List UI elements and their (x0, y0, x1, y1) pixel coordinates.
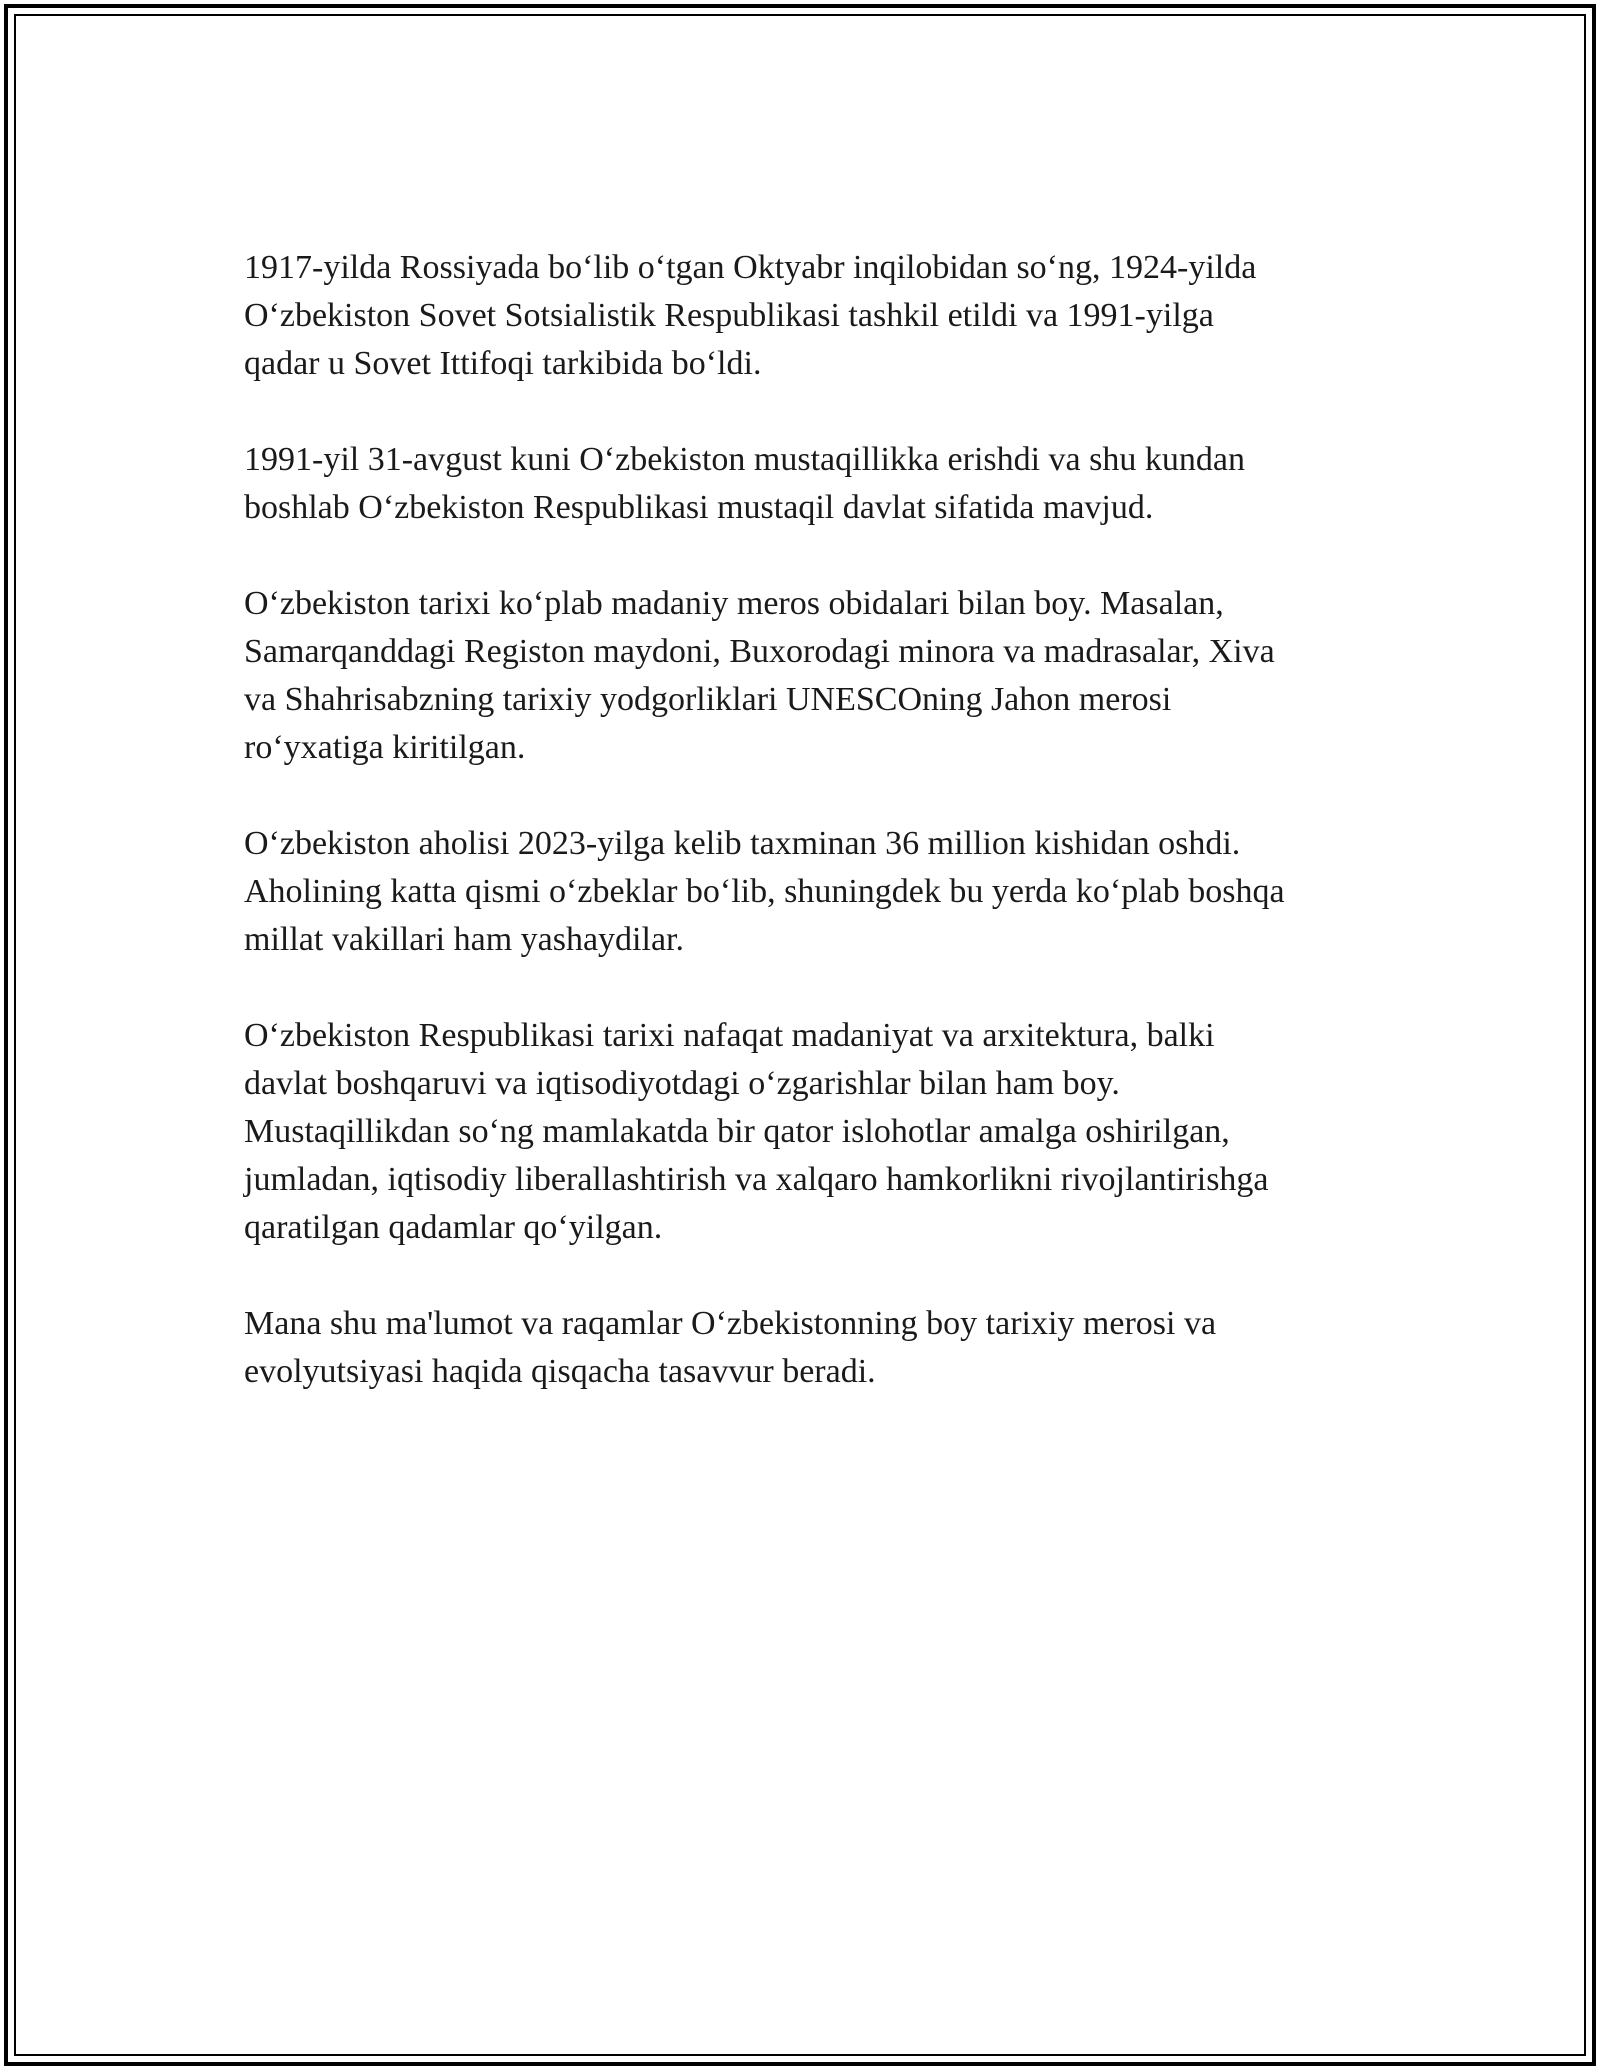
text-line: Samarqanddagi Registon maydoni, Buxorodagi minora va madrasalar, Xiva (244, 633, 1275, 670)
paragraph-heritage (244, 580, 1374, 772)
text-line: jumladan, iqtisodiy liberallashtirish va xalqaro hamkorlikni rivojlantirishga (244, 1161, 1269, 1198)
text-line: evolyutsiyasi haqida qisqacha tasavvur beradi. (244, 1353, 876, 1390)
paragraph-soviet-period (244, 244, 1374, 388)
page-border (4, 4, 1596, 2066)
text-line: ro‘yxatiga kiritilgan. (244, 729, 526, 766)
text-line: davlat boshqaruvi va iqtisodiyotdagi o‘zgarishlar bilan ham boy. (244, 1065, 1120, 1102)
paragraph-conclusion (244, 1300, 1374, 1396)
paragraph-reforms (244, 1012, 1374, 1252)
text-line: O‘zbekiston Sovet Sotsialistik Respublikasi tashkil etildi va 1991-yilga (244, 297, 1214, 334)
text-line: millat vakillari ham yashaydilar. (244, 921, 684, 958)
text-line: Mustaqillikdan so‘ng mamlakatda bir qator islohotlar amalga oshirilgan, (244, 1113, 1230, 1150)
paragraph-independence (244, 436, 1374, 532)
text-line: 1917-yilda Rossiyada bo‘lib o‘tgan Oktyabr inqilobidan so‘ng, 1924-yilda (244, 249, 1257, 286)
text-line: Mana shu ma'lumot va raqamlar O‘zbekistonning boy tarixiy merosi va (244, 1305, 1217, 1342)
paragraph-population (244, 820, 1374, 964)
text-line: Aholining katta qismi o‘zbeklar bo‘lib, shuningdek bu yerda ko‘plab boshqa (244, 873, 1285, 910)
text-line: O‘zbekiston aholisi 2023-yilga kelib taxminan 36 million kishidan oshdi. (244, 825, 1241, 862)
text-line: O‘zbekiston Respublikasi tarixi nafaqat madaniyat va arxitektura, balki (244, 1017, 1215, 1054)
document-body (244, 244, 1374, 1444)
text-line: qaratilgan qadamlar qo‘yilgan. (244, 1209, 663, 1246)
text-line: va Shahrisabzning tarixiy yodgorliklari UNESCOning Jahon merosi (244, 681, 1172, 718)
text-line: 1991-yil 31-avgust kuni O‘zbekiston mustaqillikka erishdi va shu kundan (244, 441, 1245, 478)
text-line: qadar u Sovet Ittifoqi tarkibida bo‘ldi. (244, 345, 762, 382)
text-line: boshlab O‘zbekiston Respublikasi mustaqil davlat sifatida mavjud. (244, 489, 1154, 526)
text-line: O‘zbekiston tarixi ko‘plab madaniy meros obidalari bilan boy. Masalan, (244, 585, 1224, 622)
